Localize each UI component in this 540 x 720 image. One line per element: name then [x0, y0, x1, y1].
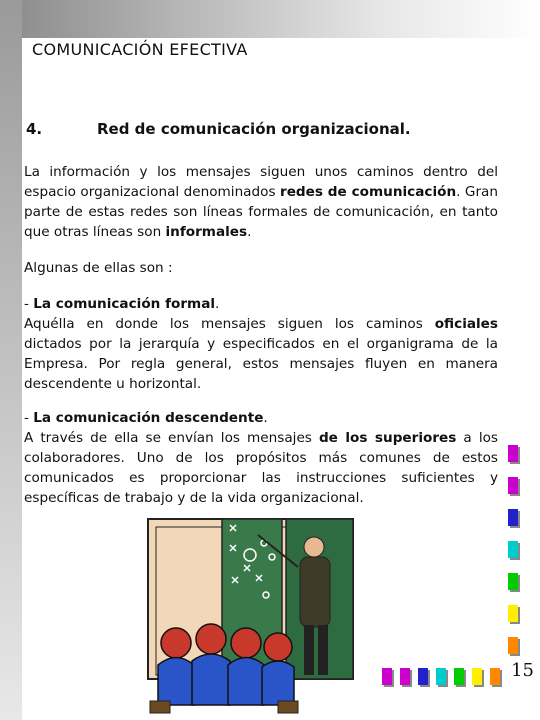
decor-square: [418, 668, 428, 685]
decor-square: [508, 445, 518, 462]
decor-square: [508, 637, 518, 654]
document-header-title: COMUNICACIÓN EFECTIVA: [32, 40, 248, 59]
decor-square: [508, 573, 518, 590]
list-dash: -: [24, 410, 34, 426]
emphasis-oficiales: oficiales: [434, 316, 498, 332]
paragraph-comunicacion-descendente: [24, 408, 498, 508]
left-gradient-band: [0, 0, 22, 720]
emphasis-superiores: de los superiores: [318, 430, 457, 446]
subheading-formal: La comunicación formal: [33, 296, 216, 312]
paragraph-text: Aquélla en donde los mensajes siguen los caminos: [24, 316, 435, 332]
paragraph-text: .: [263, 410, 268, 426]
paragraph-text: La información y los mensajes siguen unos caminos dentro del espacio organizacional denominados: [24, 164, 498, 200]
decor-square: [436, 668, 446, 685]
paragraph-algunas: Algunas de ellas son :: [24, 260, 173, 276]
paragraph-redes: [24, 162, 498, 242]
subheading-descendente: La comunicación descendente: [33, 410, 264, 426]
decor-square: [472, 668, 482, 685]
decor-square: [508, 541, 518, 558]
decor-square: [382, 668, 392, 685]
top-gradient-band: [0, 0, 540, 40]
slide-number: 15: [511, 660, 534, 681]
paragraph-text: .: [247, 224, 252, 240]
section-number: 4.: [26, 120, 43, 138]
decor-square: [508, 509, 518, 526]
section-title: Red de comunicación organizacional.: [97, 120, 411, 138]
decor-square: [490, 668, 500, 685]
decor-square: [400, 668, 410, 685]
paragraph-comunicacion-formal: [24, 294, 498, 394]
paragraph-text: a los colaboradores. Uno de los propósitos más comunes de estos comunicados es proporcionar las instrucciones suficientes y específicas de trabajo y de la vida organizacional.: [24, 430, 498, 506]
paragraph-text: dictados por la jerarquía y especificados en el organigrama de la Empresa. Por regla general, estos mensajes fluyen en manera descendente u horizontal.: [24, 336, 498, 392]
paragraph-text: .: [215, 296, 220, 312]
emphasis-redes: redes de comunicación: [279, 184, 457, 200]
paragraph-text: A través de ella se envían los mensajes: [24, 430, 319, 446]
decor-square: [508, 477, 518, 494]
list-dash: -: [24, 296, 34, 312]
decor-square: [454, 668, 464, 685]
decor-square: [508, 605, 518, 622]
teacher-pointing-at-board-clipart: [146, 515, 376, 715]
paragraph-text: . Gran parte de estas redes son líneas formales de comunicación, en tanto que otras líneas son: [24, 184, 498, 240]
emphasis-informales: informales: [165, 224, 248, 240]
